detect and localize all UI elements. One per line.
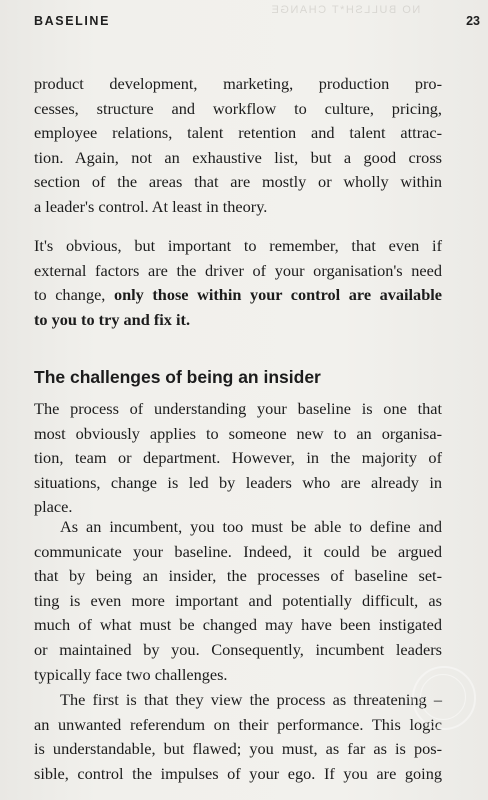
paragraph-line: place. [34, 497, 73, 517]
paragraph-1 [34, 72, 442, 220]
paragraph-line: or maintained by you. Consequently, incumbent leaders [34, 639, 442, 659]
paragraph-line: tion, team or department. However, in the majority of [34, 448, 442, 468]
paragraph-line [34, 283, 442, 308]
paragraph-line: an unwanted referendum on their performance. This logic [34, 714, 442, 734]
paragraph-line: employee relations, talent retention and talent attrac- [34, 123, 442, 143]
plain-text: to change, [34, 285, 114, 305]
paragraph-3 [34, 397, 442, 520]
paragraph-line: section of the areas that are mostly or wholly within [34, 172, 442, 192]
running-head [34, 14, 480, 32]
paragraph-line: product development, marketing, production pro- [34, 74, 442, 93]
paragraph-line: external factors are the driver of your organisation's need [34, 260, 442, 280]
paragraph-line: is understandable, but flawed; you must, as far as is pos- [34, 739, 442, 759]
paragraph-2 [34, 234, 442, 332]
paragraph-4 [34, 515, 442, 687]
paragraph-line: It's obvious, but important to remember, that even if [34, 236, 442, 255]
show-through-text: NO BULLSH*T CHANGE [270, 4, 421, 16]
paragraph-line: most obviously applies to someone new to an organisa- [34, 423, 442, 443]
paragraph-line: typically face two challenges. [34, 664, 228, 684]
paragraph-line: much of what must be changed may have been instigated [34, 615, 442, 635]
paragraph-line: The first is that they view the process as threatening – [60, 690, 442, 709]
paragraph-line: tion. Again, not an exhaustive list, but a good cross [34, 147, 442, 167]
paragraph-line: The process of understanding your baseline is one that [34, 399, 442, 418]
section-heading: The challenges of being an insider [34, 367, 321, 387]
page-number: 23 [466, 14, 480, 28]
bold-emphasis: to you to try and fix it. [34, 309, 191, 329]
watermark-seal [412, 666, 476, 730]
paragraph-line: a leader's control. At least in theory. [34, 196, 268, 216]
paragraph-5 [34, 688, 442, 786]
paragraph-line: that by being an insider, the processes of baseline set- [34, 566, 442, 586]
paragraph-line: ting is even more important and potentially difficult, as [34, 590, 442, 610]
paragraph-line: communicate your baseline. Indeed, it could be argued [34, 541, 442, 561]
paragraph-line: cesses, structure and workflow to culture, pricing, [34, 98, 442, 118]
paragraph-line: situations, change is led by leaders who are already in [34, 472, 442, 492]
section-name: BASELINE [34, 14, 111, 28]
bold-emphasis: only those within your control are available [113, 285, 443, 305]
paragraph-line: sible, control the impulses of your ego. If you are going [34, 763, 442, 783]
paragraph-line: As an incumbent, you too must be able to define and [60, 517, 442, 536]
